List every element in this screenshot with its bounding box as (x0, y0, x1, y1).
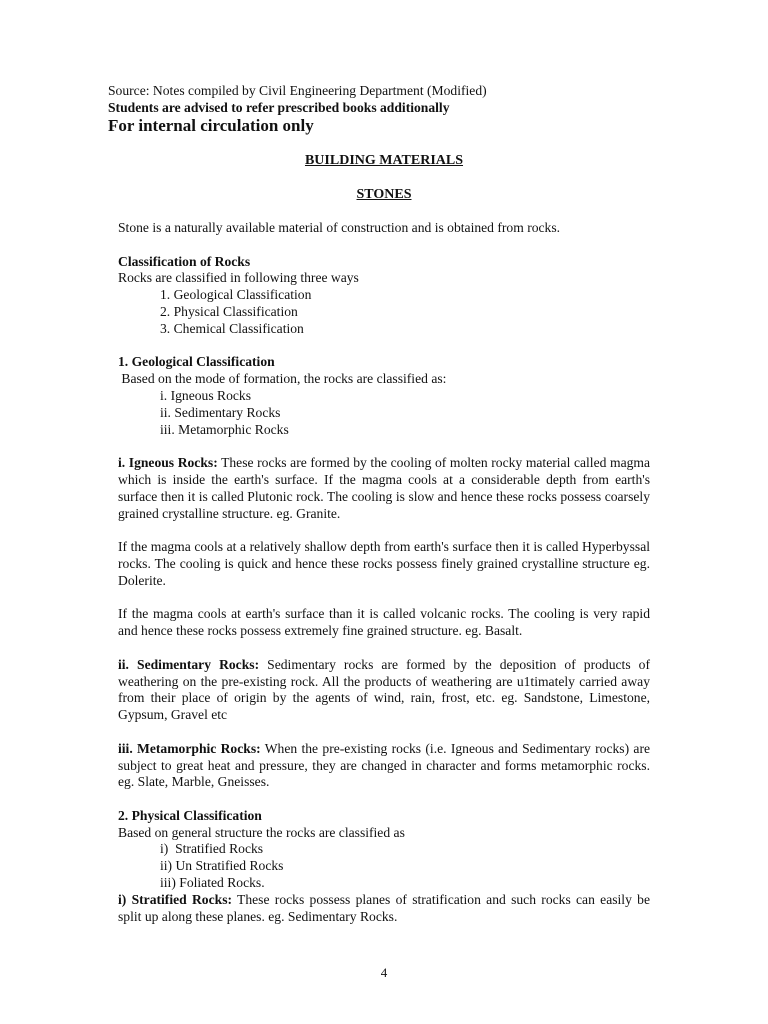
sedimentary-paragraph (118, 657, 650, 724)
source-note: Source: Notes compiled by Civil Engineering Department (Modified) (108, 83, 487, 98)
list-item: ii) Un Stratified Rocks (160, 858, 284, 874)
body-content (118, 220, 650, 925)
metamorphic-text: When the pre-existing rocks (i.e. Igneous and Sedimentary rocks) are subject to great heat and pressure, they are changed in character and forms metamorphic rocks. eg. Slate, Marble, Gneisses. (118, 740, 651, 790)
stratified-paragraph (118, 892, 650, 926)
stratified-text: These rocks possess planes of stratification and such rocks can easily be split up along these planes. eg. Sedimentary Rocks. (118, 891, 650, 924)
metamorphic-label: iii. Metamorphic Rocks: (118, 740, 261, 756)
volcanic-paragraph: If the magma cools at earth's surface than it is called volcanic rocks. The cooling is very rapid and hence these rocks possess extremely fine grained structure. eg. Basalt. (118, 606, 650, 639)
igneous-paragraph (118, 455, 650, 522)
list-item: i. Igneous Rocks (160, 387, 251, 403)
list-item: 2. Physical Classification (160, 303, 298, 319)
igneous-text: These rocks are formed by the cooling of molten rocky material called magma which is inside the earth's surface. If the magma cools at a considerable depth from earth's surface then it is called Plutonic rock. The cooling is slow and hence these rocks possess coarsely grained crystalline structure. eg. Granite. (118, 455, 651, 521)
intro-paragraph: Stone is a naturally available material of construction and is obtained from rocks. (118, 220, 561, 235)
page-title: BUILDING MATERIALS (304, 153, 464, 168)
physical-heading: 2. Physical Classification (118, 807, 262, 823)
igneous-label: i. Igneous Rocks: (118, 455, 218, 471)
geological-heading: 1. Geological Classification (118, 354, 275, 370)
classification-heading: Classification of Rocks (118, 253, 251, 269)
geological-lead: Based on the mode of formation, the rocks are classified as: (118, 371, 447, 387)
list-item: 1. Geological Classification (160, 287, 312, 303)
sedimentary-text: Sedimentary rocks are formed by the deposition of products of weathering on the pre-existing rock. All the products of weathering are u1timately carried away from their place of origin by the agents of wind, rain, frost, etc. eg. Sandstone, Limestone, Gypsum, Gravel etc (118, 656, 650, 723)
stratified-label: i) Stratified Rocks: (118, 891, 233, 907)
internal-circulation-note: For internal circulation only (108, 116, 314, 135)
hyperbyssal-paragraph: If the magma cools at a relatively shallow depth from earth's surface then it is called Hyperbyssal rocks. The cooling is quick and hence these rocks possess finely grained crystalline structure eg. Dolerite. (118, 539, 650, 588)
list-item: i) Stratified Rocks (160, 841, 264, 857)
advice-note: Students are advised to refer prescribed books additionally (108, 100, 450, 115)
list-item: iii. Metamorphic Rocks (160, 421, 289, 437)
metamorphic-paragraph (118, 741, 650, 791)
list-item: 3. Chemical Classification (160, 320, 304, 336)
section-title: STONES (356, 187, 412, 202)
page-number: 4 (380, 965, 388, 980)
list-item: ii. Sedimentary Rocks (160, 404, 281, 420)
physical-lead: Based on general structure the rocks are classified as (118, 824, 405, 840)
classification-lead: Rocks are classified in following three ways (118, 270, 359, 286)
list-item: iii) Foliated Rocks. (160, 875, 265, 891)
sedimentary-label: ii. Sedimentary Rocks: (118, 656, 260, 672)
